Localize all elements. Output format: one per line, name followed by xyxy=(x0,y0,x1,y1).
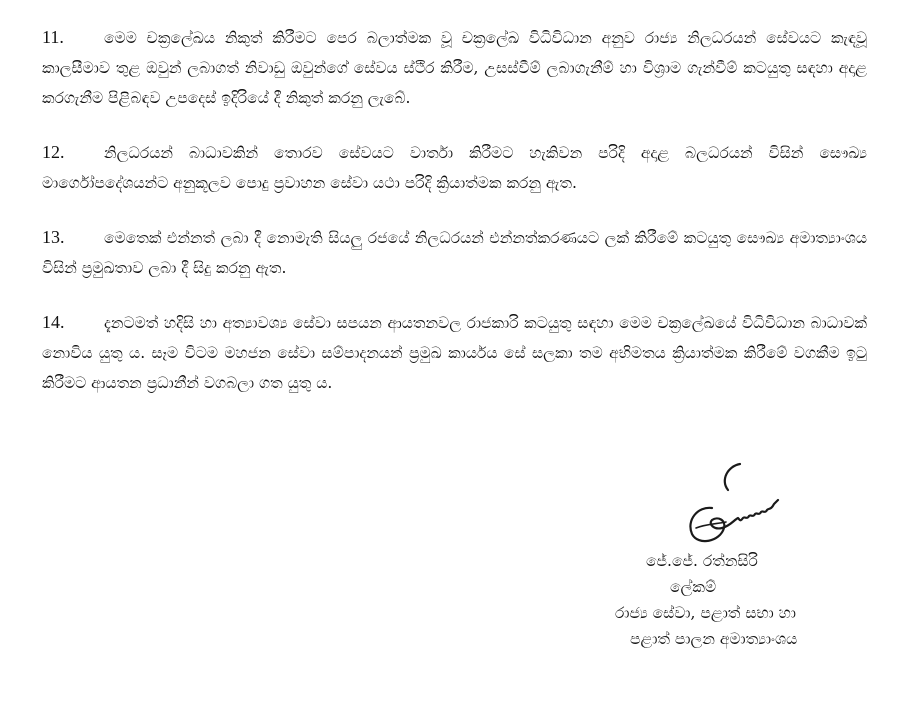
paragraph-text: දැනටමත් හදිසි හා අත්‍යාවශ්‍ය සේවා සපයන ආයතනවල රාජකාරි කටයුතු සඳහා මෙම චක්‍රලේඛයේ විධිවිධාන බාධාවක් නොවිය යුතු ය. සෑම විටම මහජන සේවා සම්පාදනයන් ප්‍රමුඛ කාර්යය සේ සලකා තම අභිමතය ක්‍රියාත්මක කිරීමේ වගකීම ඉටු කිරීමට ආයතන ප්‍රධානීන් වගබලා ගත යුතු ය. xyxy=(42,314,867,392)
ministry-name-line-1: රාජ්‍ය සේවා, පළාත් සභා හා xyxy=(615,604,796,622)
paragraph-12 xyxy=(42,137,867,198)
handwritten-signature xyxy=(668,458,788,550)
paragraph-13 xyxy=(42,222,867,283)
paragraph-number: 13. xyxy=(42,227,65,247)
paragraph-text: නිලධරයන් බාධාවකින් තොරව සේවයට වාර්තා කිරීමට හැකිවන පරිදි අදාළ බලධරයන් විසින් සෞඛ්‍ය මාර්ගෝපදේශයන්ට අනුකූලව පොදු ප්‍රවාහන සේවා යථා පරිදි ක්‍රියාත්මක කරනු ඇත. xyxy=(42,144,867,192)
ministry-name-line-2: පළාත් පාලන අමාත්‍යාංශය xyxy=(630,630,798,648)
paragraph-number: 14. xyxy=(42,312,65,332)
paragraph-text: මෙම චක්‍රලේඛය නිකුත් කිරීමට පෙර බලාත්මක වූ චක්‍රලේඛ විධිවිධාන අනුව රාජ්‍ය නිලධරයන් සේවයට කැඳවූ කාලසීමාව තුළ ඔවුන් ලබාගත් නිවාඩු ඔවුන්ගේ සේවය ස්ථිර කිරීම, උසස්වීම් ලබාගැනීම් හා විශ්‍රාම ගැන්වීම් කටයුතු සඳහා අදාළ කරගැනීම පිළිබඳව උපදෙස් ඉදිරියේ දී නිකුත් කරනු ලැබේ. xyxy=(42,29,867,107)
paragraph-text: මෙතෙක් එන්නත් ලබා දී නොමැති සියලු රජයේ නිලධරයන් එන්නත්කරණයට ලක් කිරීමේ කටයුතු සෞඛ්‍ය අමාත්‍යාංශය විසින් ප්‍රමුඛතාව ලබා දී සිදු කරනු ඇත. xyxy=(42,229,867,277)
paragraph-number: 12. xyxy=(42,142,65,162)
paragraph-14 xyxy=(42,307,867,398)
signatory-name: ජේ.ජේ. රත්නසිරි xyxy=(646,552,758,570)
paragraph-11 xyxy=(42,22,867,113)
paragraph-number: 11. xyxy=(42,27,64,47)
document-body xyxy=(42,22,867,398)
signature-block xyxy=(600,548,880,652)
signatory-title: ලේකම් xyxy=(670,578,717,596)
